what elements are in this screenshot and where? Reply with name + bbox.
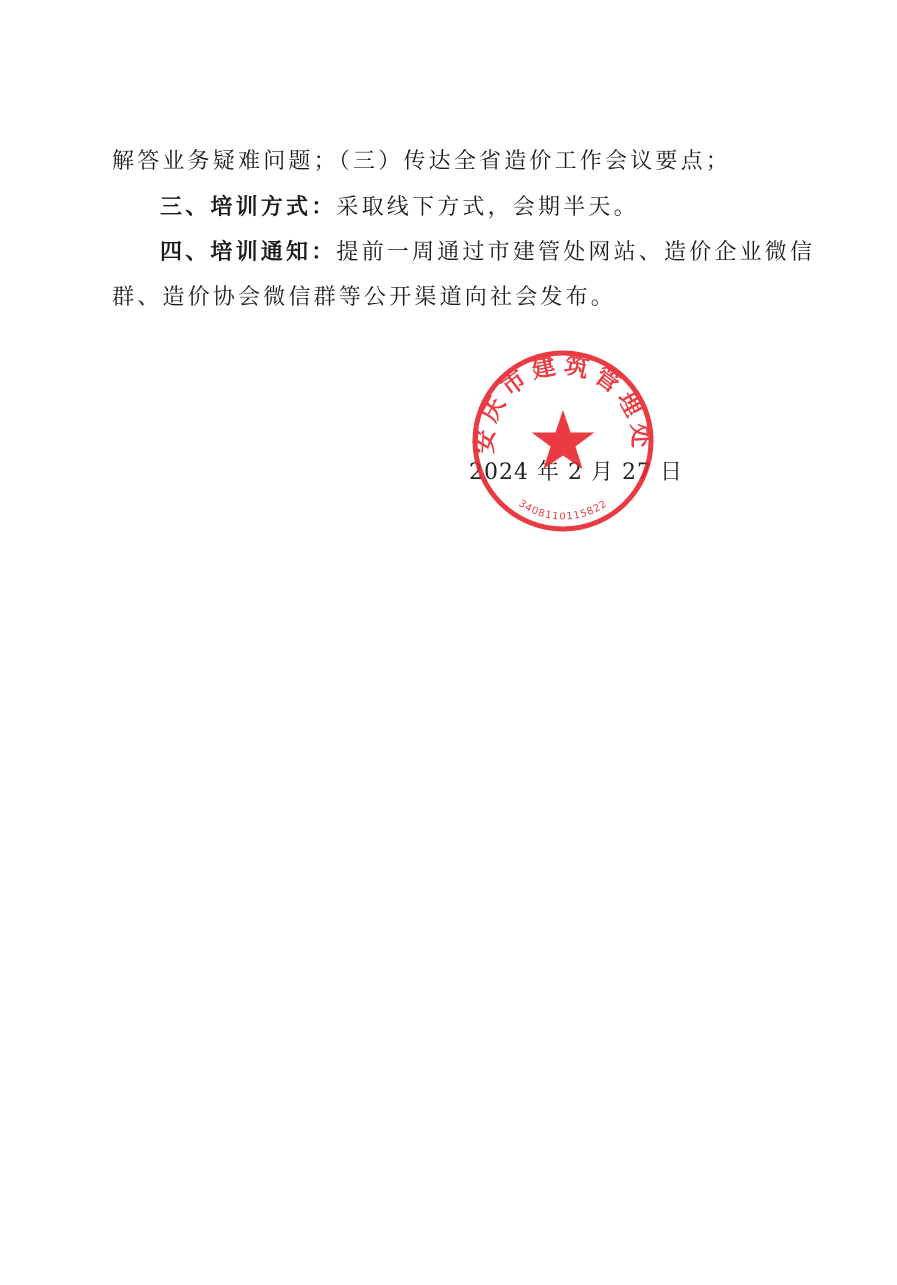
svg-text:安庆市建筑管理处: 安庆市建筑管理处 — [469, 349, 657, 455]
svg-text:3408110115822: 3408110115822 — [516, 498, 610, 523]
paragraph-line-1: 解答业务疑难问题；（三）传达全省造价工作会议要点； — [112, 149, 732, 174]
section-text-method: 采取线下方式，会期半天。 — [336, 195, 639, 220]
section-heading-method: 三、培训方式： — [160, 194, 337, 220]
section-text-notice: 提前一周通过市建管处网站、造价企业微信 — [336, 240, 816, 265]
section-heading-notice: 四、培训通知： — [160, 239, 337, 265]
section-training-method — [160, 192, 639, 223]
section-training-notice — [160, 237, 815, 268]
star-icon — [532, 410, 595, 469]
paragraph-line-4: 群、造价协会微信群等公开渠道向社会发布。 — [112, 285, 617, 310]
official-seal — [468, 346, 658, 536]
document-date: 2024 年 2 月 27 日 — [469, 460, 683, 485]
